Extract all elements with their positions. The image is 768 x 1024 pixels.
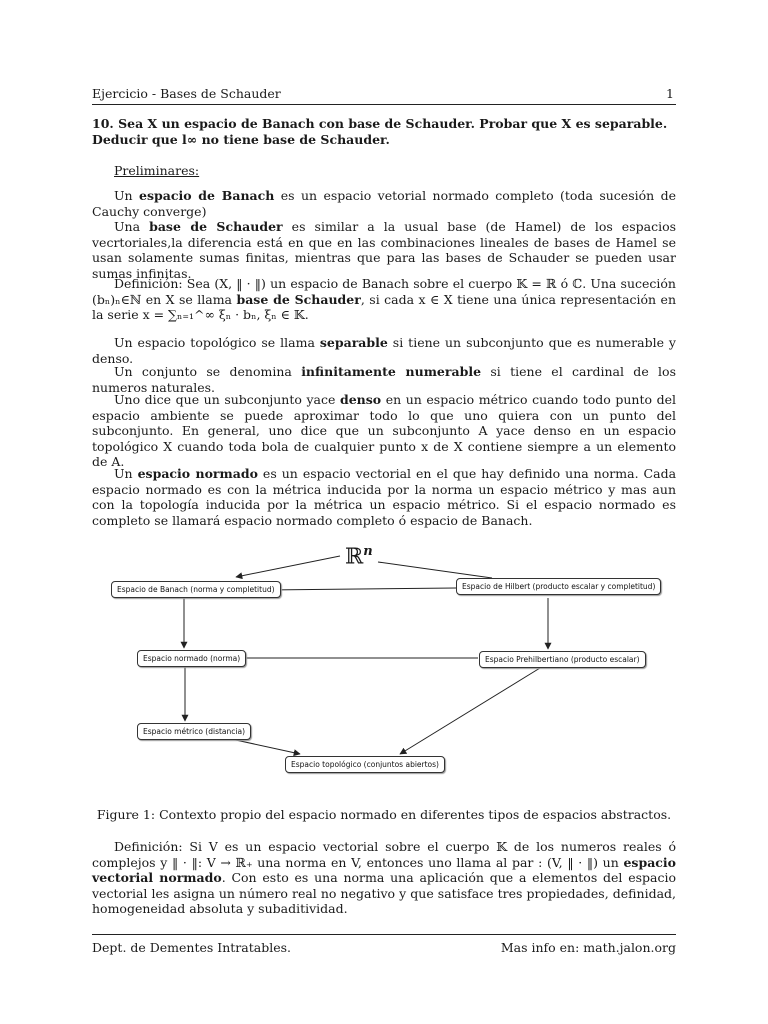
problem-line-1: 10. Sea X un espacio de Banach con base de Schauder. Probar que X es separable. [92, 116, 668, 131]
text: Un [114, 466, 138, 481]
term-base-schauder: base de Schauder [236, 291, 361, 307]
term-vectorial-normado: espacio vectorial normado [92, 854, 676, 885]
rn-label [345, 544, 373, 569]
term-infinitamente: infinitamente numerable [301, 364, 482, 379]
text: . Con esto es una norma una aplicación que a elementos del espacio vectorial les asigna un número real no negativo y que satisface tres propiedades, definidad, homogeneidad absoluta y subaditividad. [92, 870, 676, 916]
footer-dept: Dept. de Dementes Intratables. [92, 940, 291, 955]
text: Un [114, 188, 139, 203]
problem-line-2: Deducir que l∞ no tiene base de Schauder. [92, 132, 390, 147]
rn-exponent: n [363, 544, 373, 559]
text: , si cada x ∈ X tiene una única representación en la serie x = ∑ₙ₌₁^∞ ξₙ · bₙ, ξₙ ∈ 𝕂. [92, 291, 676, 322]
term-schauder: base de Schauder [149, 219, 283, 234]
text: es similar a la usual base (de Hamel) de los espacios vecrtoriales,la diferencia está en que en las combinaciones lineales de bases de Hamel se usan solamente sumas finitas, mientras que para las bases de Schauder se pueden usar sumas infinitas. [92, 219, 677, 281]
node-hilbert: Espacio de Hilbert (producto escalar y completitud) [456, 578, 661, 595]
text: Un espacio topológico se llama [114, 335, 320, 350]
node-metrico: Espacio métrico (distancia) [137, 723, 251, 740]
node-banach: Espacio de Banach (norma y completitud) [111, 581, 281, 598]
page-footer [92, 940, 676, 955]
text: es un espacio vectorial en el que hay definido una norma. Cada espacio normado es con la métrica inducida por la norma un espacio métrico y mas aun con la topología inducida por la métrica un espacio métrico. Si el espacio normado es completo se llamará espacio normado completo ó espacio de Banach. [92, 466, 677, 528]
node-prehilbert: Espacio Prehilbertiano (producto escalar) [479, 651, 646, 668]
text: es un espacio vetorial normado completo (toda sucesión de Cauchy converge) [92, 188, 676, 219]
paragraph-definition-2 [92, 839, 676, 917]
rn-symbol: ℝ [345, 544, 364, 570]
arrow-hilbert-banach [266, 588, 456, 590]
text: Definición: Si V es un espacio vectorial sobre el cuerpo 𝕂 de los numeros reales ó complejos y ‖ · ‖: V → ℝ₊ una norma en V, entonces uno llama al par : (V, ‖ · ‖) un [92, 839, 676, 870]
term-denso: denso [339, 392, 382, 407]
text: Uno dice que un subconjunto yace [114, 392, 340, 407]
text: si tiene el cardinal de los numeros naturales. [92, 364, 676, 395]
node-topologico: Espacio topológico (conjuntos abiertos) [285, 756, 445, 773]
preliminares-heading: Preliminares: [114, 163, 200, 178]
arrow-rn-hilbert [378, 562, 492, 578]
page-number: 1 [666, 86, 674, 101]
term-separable: separable [319, 335, 388, 350]
text: Un conjunto se denomina [114, 364, 302, 379]
arrow-rn-banach [236, 556, 340, 577]
arrow-prehilbert-topologico [400, 668, 540, 754]
text: Definición: Sea (X, ‖ · ‖) un espacio de Banach sobre el cuerpo 𝕂 = ℝ ó ℂ. Una suceción (bₙ)ₙ∈ℕ en X se llama [92, 276, 676, 307]
figure-caption: Figure 1: Contexto propio del espacio normado en diferentes tipos de espacios abstractos. [96, 807, 672, 822]
text: si tiene un subconjunto que es numerable y denso. [92, 335, 676, 366]
footer-link: Mas info en: math.jalon.org [500, 940, 676, 955]
node-normado: Espacio normado (norma) [137, 650, 246, 667]
term-normado: espacio normado [137, 466, 258, 481]
header-title: Ejercicio - Bases de Schauder [92, 86, 281, 101]
text: en un espacio métrico cuando todo punto del espacio ambiente se puede aproximar todo lo que uno quiera con un punto del subconjunto. En general, uno dice que un subconjunto A yace denso en un espacio topológico X cuando toda bola de cualquier punto x de X contiene siempre a un elemento de A. [92, 392, 676, 469]
text: Una [114, 219, 150, 234]
footer-rule [92, 934, 676, 935]
term-banach: espacio de Banach [139, 188, 275, 203]
